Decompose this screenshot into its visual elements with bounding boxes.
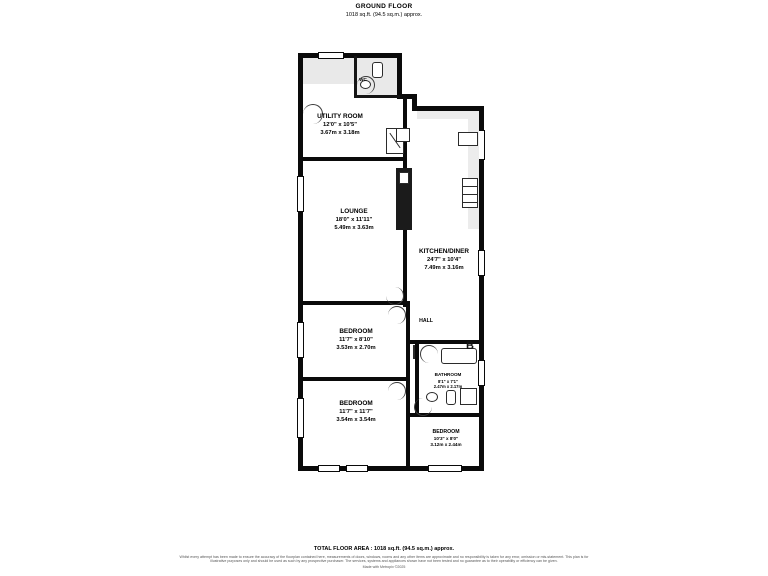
plan-badge: B [466, 340, 474, 352]
room-dim-imperial-bathroom: 8'1" x 7'1" [438, 379, 458, 384]
room-dim-imperial-utility: 12'0" x 10'5" [322, 122, 358, 128]
hob-line-3 [463, 202, 477, 203]
oven-kitchen [399, 172, 409, 184]
room-name-hall: HALL [419, 318, 433, 324]
wall-wc-right [397, 53, 402, 98]
room-label-utility [256, 113, 424, 137]
made-with-text: Made with Metropix ©2025 [362, 565, 406, 569]
window-bedroom2-bottom-2 [346, 465, 368, 472]
wall-wc-bottom [354, 95, 400, 98]
hob-line-1 [463, 186, 477, 187]
door-swing-lounge-hall [386, 287, 404, 305]
window-utility-top [318, 52, 344, 59]
room-label-wc [343, 76, 383, 84]
room-dim-imperial-kitchen: 24'7" x 10'4" [426, 257, 462, 263]
room-dim-imperial-bedroom3: 10'3" x 8'0" [433, 436, 459, 441]
room-name-bedroom3: BEDROOM [432, 429, 460, 435]
room-dim-metric-lounge: 5.49m x 3.63m [334, 225, 374, 231]
room-dim-metric-bathroom: 2.47m x 2.17m [433, 384, 463, 390]
room-name-bedroom1: BEDROOM [339, 328, 373, 335]
wall-utility-lounge [298, 157, 406, 161]
toilet-bathroom [446, 390, 456, 405]
room-dim-metric-bedroom3: 3.12m x 2.44m [430, 442, 462, 447]
room-dim-metric-bedroom1: 3.53m x 2.70m [336, 345, 376, 351]
floor-fill-lounge [302, 160, 406, 304]
room-name-wc: WC [359, 77, 367, 82]
page-title: GROUND FLOOR [355, 3, 413, 10]
room-label-bedroom3 [394, 428, 498, 448]
hob-line-2 [463, 194, 477, 195]
wall-bedroom1-bedroom2 [298, 377, 410, 381]
window-lounge-left [297, 176, 304, 212]
room-name-kitchen: KITCHEN/DINER [418, 248, 470, 255]
shower-bathroom [460, 388, 477, 405]
window-bedroom3-bottom [428, 465, 462, 472]
room-dim-metric-utility: 3.67m x 3.18m [320, 130, 360, 136]
plan-footer [0, 545, 768, 570]
room-name-utility: UTILITY ROOM [317, 113, 363, 120]
room-dim-imperial-bedroom2: 11'7" x 11'7" [339, 409, 373, 415]
room-label-hall [396, 317, 456, 325]
room-label-bedroom2 [272, 400, 440, 424]
door-swing-bedroom2 [388, 382, 406, 400]
room-dim-imperial-lounge: 18'0" x 11'11" [335, 217, 373, 223]
hob-kitchen [462, 178, 478, 208]
sink-kitchen [458, 132, 478, 146]
room-name-lounge: LOUNGE [340, 208, 368, 215]
disclaimer-text: Whilst every attempt has been made to ensure the accuracy of the floorplan contained here, measurements of doors, windows, rooms and any other items are approximate and no responsibility is taken for any error, omission or mis-statement. This plan is for illustrative purposes only and should be used as such by any prospective purchaser. The services, systems and appliances shown have not been tested and no guarantee as to their operability or efficiency can be given. [179, 554, 589, 564]
room-name-bedroom2: BEDROOM [339, 400, 373, 407]
room-label-bathroom [412, 371, 484, 390]
window-bedroom2-bottom [318, 465, 340, 472]
wall-top [298, 53, 402, 58]
room-dim-metric-kitchen: 7.49m x 3.16m [424, 265, 464, 271]
room-name-bathroom: BATHROOM [434, 372, 462, 377]
page-subtitle: 1018 sq.ft. (94.5 sq.m.) approx. [345, 12, 423, 18]
total-floor-area: TOTAL FLOOR AREA : 1018 sq.ft. (94.5 sq.m.) approx. [313, 545, 455, 552]
room-dim-imperial-bedroom1: 11'7" x 8'10" [339, 337, 373, 343]
room-dim-metric-bedroom2: 3.54m x 3.54m [336, 417, 376, 423]
kitchen-counter-right [468, 111, 479, 229]
room-label-lounge [270, 208, 438, 232]
room-label-bedroom1 [272, 328, 440, 352]
window-kitchen-right [478, 130, 485, 160]
room-label-kitchen [356, 248, 532, 272]
